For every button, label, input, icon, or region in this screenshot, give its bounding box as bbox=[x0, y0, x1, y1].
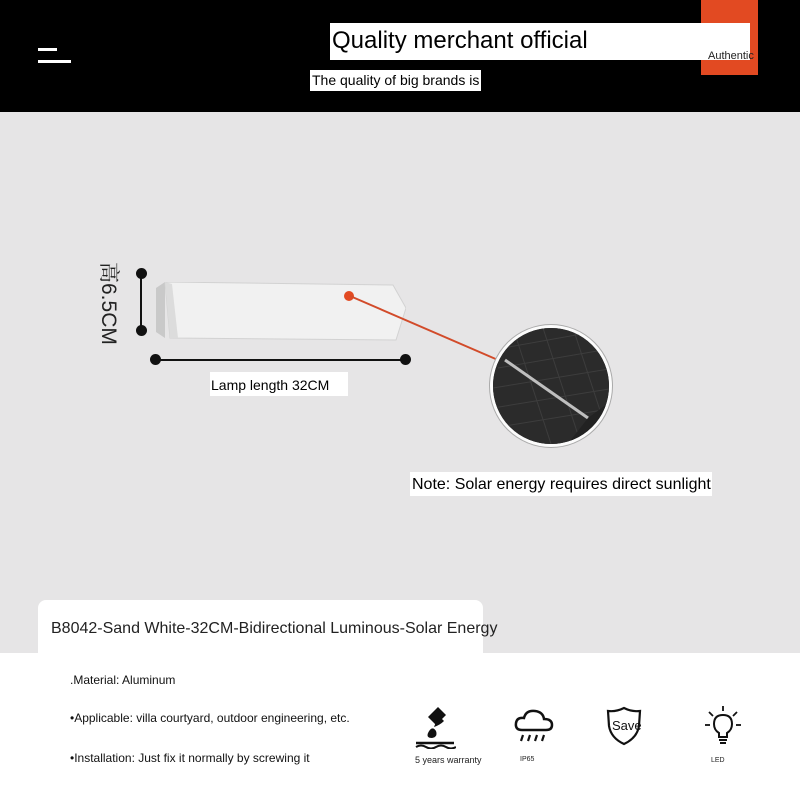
length-label-box bbox=[210, 372, 348, 396]
dimension-dot bbox=[136, 325, 147, 336]
model-name: B8042-Sand White-32CM-Bidirectional Luminous-Solar Energy bbox=[51, 620, 498, 637]
callout-dot bbox=[344, 291, 354, 301]
warranty-icon bbox=[414, 705, 456, 749]
feature-label-led: LED bbox=[711, 757, 725, 764]
menu-icon[interactable] bbox=[38, 48, 72, 66]
title-box bbox=[330, 23, 750, 60]
page-subtitle: The quality of big brands is bbox=[312, 72, 480, 88]
spec-installation: •Installation: Just fix it normally by screwing it bbox=[70, 751, 310, 765]
badge-label: Authentic bbox=[708, 50, 754, 62]
page-title: Quality merchant official bbox=[332, 27, 588, 54]
dimension-dot bbox=[400, 354, 411, 365]
solar-panel-zoom bbox=[490, 325, 612, 447]
header-bar bbox=[0, 0, 800, 112]
feature-label-save: Save bbox=[612, 718, 642, 733]
feature-label-warranty: 5 years warranty bbox=[415, 755, 482, 765]
subtitle-box bbox=[310, 70, 481, 91]
note-box bbox=[410, 472, 712, 496]
sunlight-note: Note: Solar energy requires direct sunlight bbox=[412, 476, 711, 493]
spec-applicable: •Applicable: villa courtyard, outdoor engineering, etc. bbox=[70, 711, 350, 725]
length-dimension-label: Lamp length 32CM bbox=[211, 377, 330, 393]
length-dimension-line bbox=[156, 359, 406, 361]
product-image-area bbox=[0, 112, 800, 653]
height-dimension-label: 高6.5CM bbox=[97, 262, 120, 345]
spec-material: .Material: Aluminum bbox=[70, 673, 176, 687]
height-dimension-line bbox=[140, 276, 142, 332]
rain-cloud-icon bbox=[513, 708, 555, 744]
light-bulb-icon bbox=[704, 705, 742, 751]
feature-label-ip65: IP65 bbox=[520, 756, 535, 763]
lamp-image bbox=[156, 282, 406, 344]
